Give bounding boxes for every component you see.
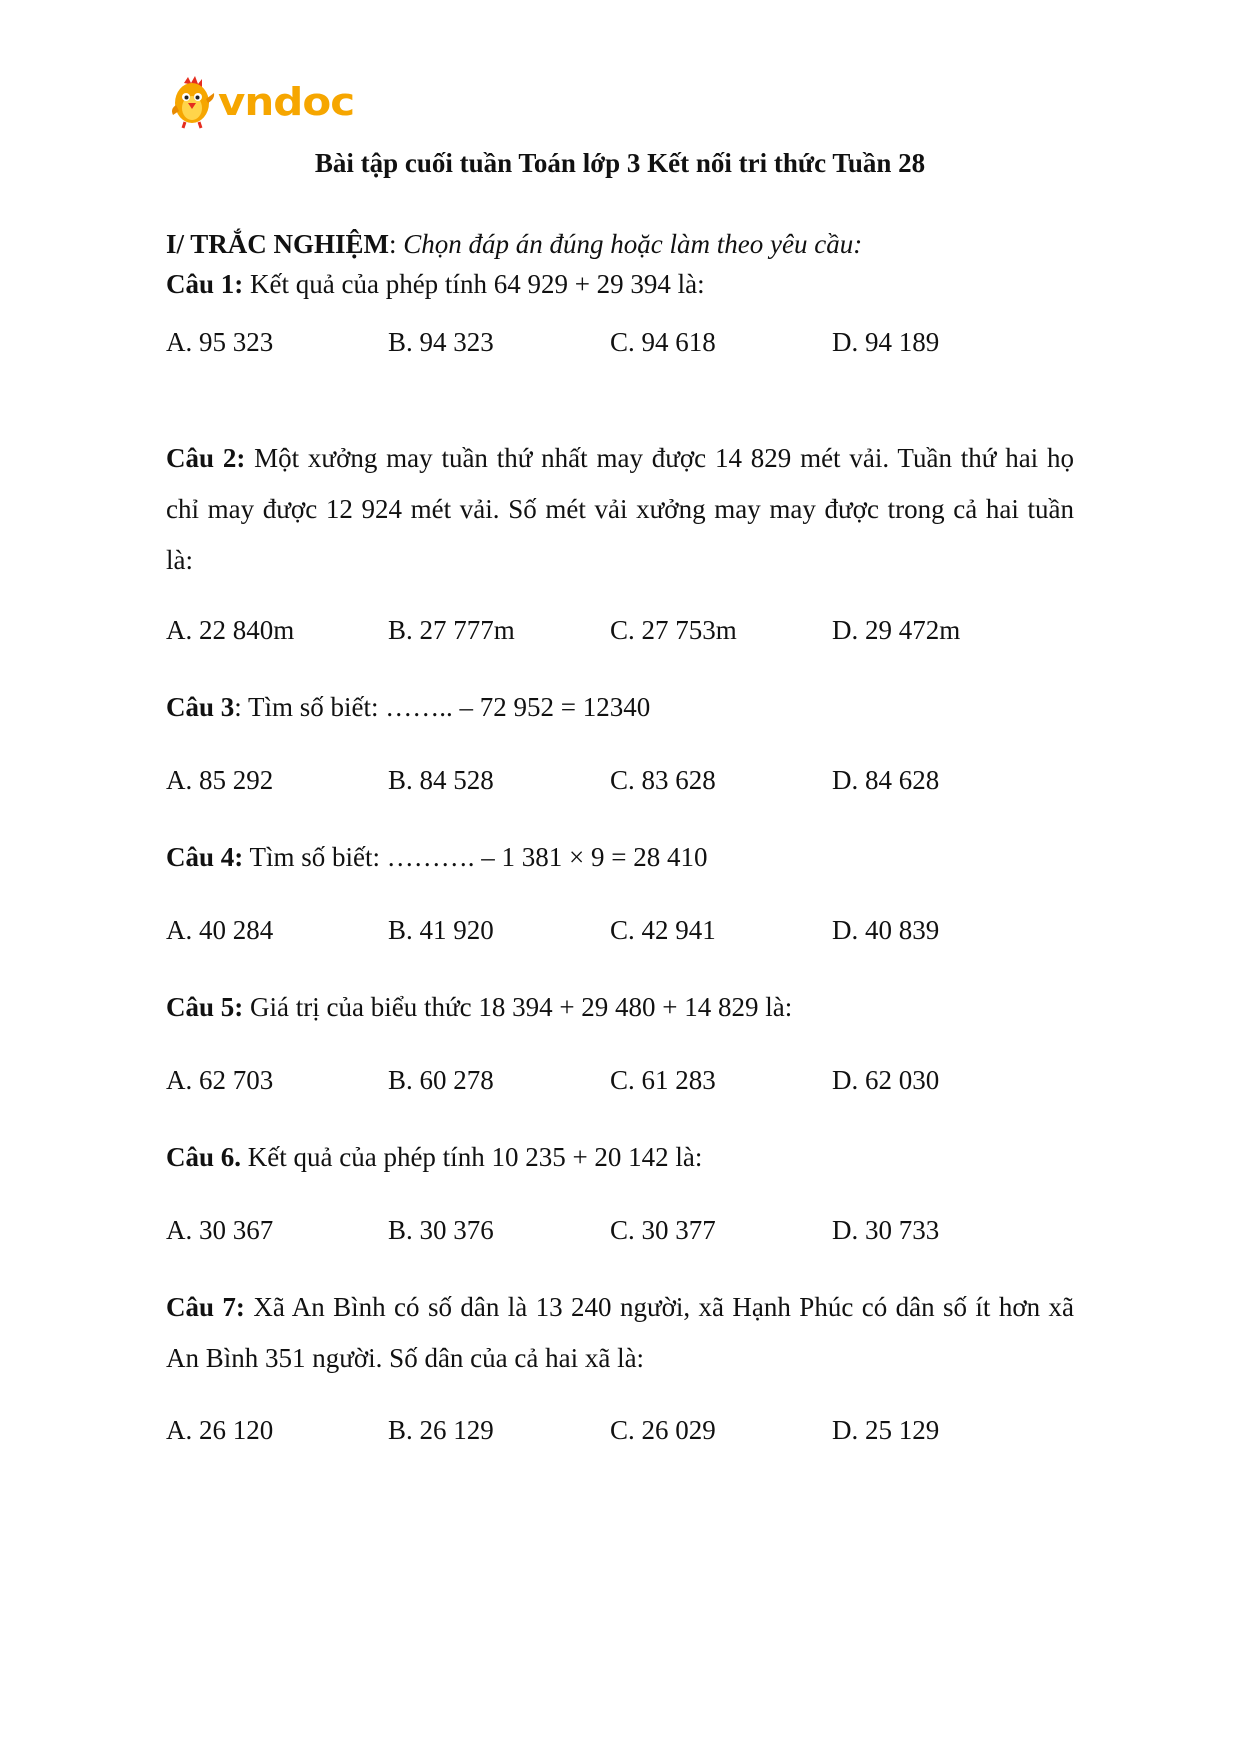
option-a[interactable]: A. 26 120 (166, 1415, 274, 1445)
question-text: Kết quả của phép tính 64 929 + 29 394 là: (243, 269, 705, 299)
section-heading (166, 229, 862, 260)
option-d[interactable]: D. 25 129 (832, 1415, 940, 1445)
option-d[interactable]: D. 40 839 (832, 915, 940, 945)
option-c[interactable]: C. 94 618 (610, 327, 716, 357)
question-label: Câu 7: (166, 1292, 245, 1322)
option-c[interactable]: C. 42 941 (610, 915, 716, 945)
option-d[interactable]: D. 62 030 (832, 1065, 940, 1095)
question-5-options (166, 1065, 1074, 1105)
option-a[interactable]: A. 30 367 (166, 1215, 274, 1245)
section-instruction: Chọn đáp án đúng hoặc làm theo yêu cầu: (403, 229, 863, 259)
question-2-options (166, 615, 1074, 655)
section-title: I/ TRẮC NGHIỆM (166, 229, 390, 259)
page-title: Bài tập cuối tuần Toán lớp 3 Kết nối tri thức Tuần 28 (314, 148, 926, 178)
question-text: Một xưởng may tuần thứ nhất may được 14 829 mét vải. Tuần thứ hai họ chỉ may được 12 924 mét vải. Số mét vải xưởng may may được trong cả hai tuần là: (166, 443, 1074, 575)
option-c[interactable]: C. 27 753m (610, 615, 737, 645)
logo-text: vndoc (218, 79, 355, 125)
option-d[interactable]: D. 94 189 (832, 327, 940, 357)
question-7-options (166, 1415, 1074, 1455)
option-a[interactable]: A. 95 323 (166, 327, 274, 357)
option-c[interactable]: C. 83 628 (610, 765, 716, 795)
question-label: Câu 2: (166, 443, 246, 473)
option-b[interactable]: B. 30 376 (388, 1215, 494, 1245)
option-b[interactable]: B. 41 920 (388, 915, 494, 945)
option-d[interactable]: D. 30 733 (832, 1215, 940, 1245)
vndoc-logo[interactable] (170, 74, 354, 130)
question-5 (166, 982, 1074, 1033)
option-a[interactable]: A. 85 292 (166, 765, 274, 795)
option-b[interactable]: B. 84 528 (388, 765, 494, 795)
option-a[interactable]: A. 62 703 (166, 1065, 274, 1095)
option-b[interactable]: B. 27 777m (388, 615, 515, 645)
option-a[interactable]: A. 40 284 (166, 915, 274, 945)
question-3-options (166, 765, 1074, 805)
option-c[interactable]: C. 30 377 (610, 1215, 716, 1245)
question-4-options (166, 915, 1074, 955)
question-2 (166, 433, 1074, 586)
question-label: Câu 5: (166, 992, 244, 1022)
question-1 (166, 259, 1074, 310)
question-label: Câu 3 (166, 692, 235, 722)
option-d[interactable]: D. 84 628 (832, 765, 940, 795)
question-text: Tìm số biết: ………. – 1 381 × 9 = 28 410 (243, 842, 708, 872)
option-c[interactable]: C. 26 029 (610, 1415, 716, 1445)
question-4 (166, 832, 1074, 883)
question-1-options (166, 327, 1074, 367)
section-separator: : (389, 229, 404, 259)
option-b[interactable]: B. 94 323 (388, 327, 494, 357)
question-text: Giá trị của biểu thức 18 394 + 29 480 + 14 829 là: (243, 992, 793, 1022)
option-c[interactable]: C. 61 283 (610, 1065, 716, 1095)
question-text: Xã An Bình có số dân là 13 240 người, xã Hạnh Phúc có dân số ít hơn xã An Bình 351 người. Số dân của cả hai xã là: (166, 1292, 1074, 1373)
question-text: : Tìm số biết: …….. – 72 952 = 12340 (234, 692, 651, 722)
question-3 (166, 682, 1074, 733)
chicken-mascot-icon (170, 75, 216, 129)
question-label: Câu 1: (166, 269, 244, 299)
question-6-options (166, 1215, 1074, 1255)
option-b[interactable]: B. 60 278 (388, 1065, 494, 1095)
option-b[interactable]: B. 26 129 (388, 1415, 494, 1445)
option-a[interactable]: A. 22 840m (166, 615, 295, 645)
question-label: Câu 4: (166, 842, 244, 872)
question-7 (166, 1282, 1074, 1384)
option-d[interactable]: D. 29 472m (832, 615, 961, 645)
question-6 (166, 1132, 1074, 1183)
question-label: Câu 6. (166, 1142, 242, 1172)
question-text: Kết quả của phép tính 10 235 + 20 142 là: (241, 1142, 703, 1172)
